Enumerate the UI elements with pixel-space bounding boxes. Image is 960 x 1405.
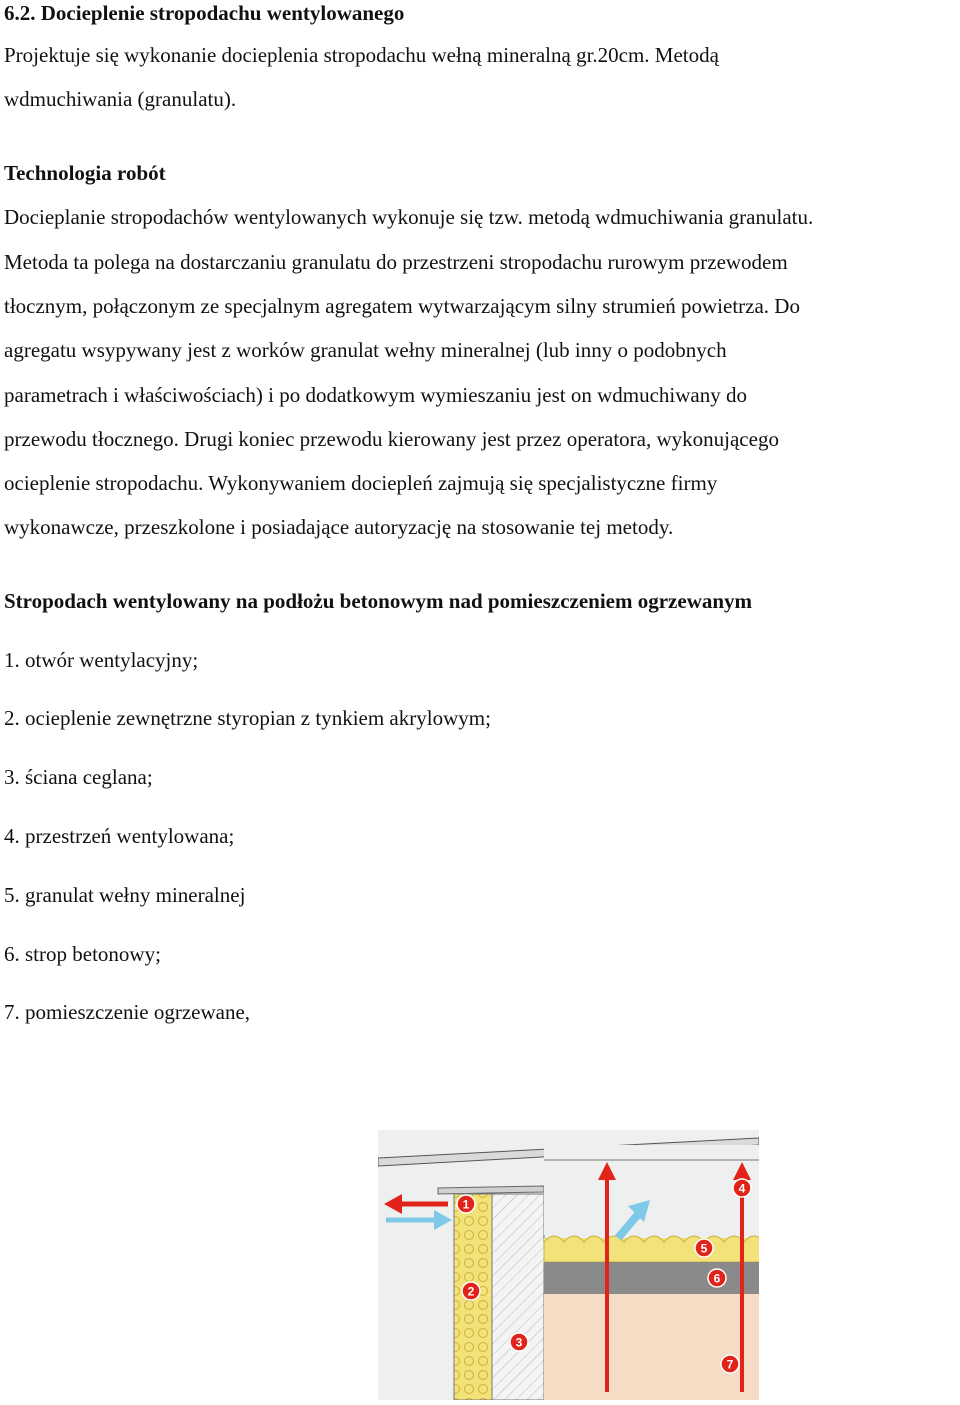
marker-label: 5 (700, 1241, 708, 1256)
marker-6 (708, 1269, 726, 1287)
intro-line: Projektuje się wykonanie docieplenia stropodachu wełną mineralną gr.20cm. Metodą (4, 43, 719, 67)
marker-4 (733, 1179, 751, 1197)
paragraph-line: wykonawcze, przeszkolone i posiadające autoryzację na stosowanie tej metody. (4, 515, 674, 539)
marker-7 (721, 1355, 739, 1373)
marker-label: 7 (726, 1357, 734, 1372)
brick-wall-hatch (492, 1194, 544, 1400)
paragraph-line: Docieplanie stropodachów wentylowanych wykonuje się tzw. metodą wdmuchiwania granulatu. (4, 205, 814, 229)
list-item: 5. granulat wełny mineralnej (4, 883, 246, 907)
granulate-top (544, 1236, 759, 1262)
list-item: 3. ściana ceglana; (4, 765, 153, 789)
paragraph-line: parametrach i właściwościach) i po dodatkowym wymieszaniu jest on wdmuchiwany do (4, 383, 747, 407)
paragraph-line: ocieplenie stropodachu. Wykonywaniem dociepleń zajmują się specjalistyczne firmy (4, 471, 718, 495)
marker-2 (462, 1282, 480, 1300)
marker-label: 6 (713, 1271, 721, 1286)
intro-line: wdmuchiwania (granulatu). (4, 87, 237, 111)
heated-room (544, 1294, 759, 1400)
ventilated-space (544, 1145, 759, 1235)
list-item: 7. pomieszczenie ogrzewane, (4, 1000, 251, 1024)
marker-3 (510, 1333, 528, 1351)
marker-1 (457, 1195, 475, 1213)
roof-cross-section-diagram (378, 1130, 759, 1400)
marker-label: 4 (738, 1181, 746, 1196)
marker-5 (695, 1239, 713, 1257)
list-item: 4. przestrzeń wentylowana; (4, 824, 235, 848)
paragraph-line: agregatu wsypywany jest z worków granulat wełny mineralnej (lub inny o podobnych (4, 338, 727, 362)
marker-label: 3 (515, 1335, 523, 1350)
marker-label: 2 (467, 1284, 475, 1299)
paragraph-line: Metoda ta polega na dostarczaniu granulatu do przestrzeni stropodachu rurowym przewodem (4, 250, 788, 274)
list-item: 6. strop betonowy; (4, 942, 161, 966)
paragraph-line: przewodu tłocznego. Drugi koniec przewodu kierowany jest przez operatora, wykonującego (4, 427, 779, 451)
paragraph-line: tłocznym, połączonym ze specjalnym agregatem wytwarzającym silny strumień powietrza. Do (4, 294, 800, 318)
section-title: 6.2. Docieplenie stropodachu wentylowanego (4, 1, 405, 25)
roof-section-heading: Stropodach wentylowany na podłożu betonowym nad pomieszczeniem ogrzewanym (4, 589, 753, 613)
diagram-svg (378, 1130, 759, 1400)
marker-label: 1 (462, 1197, 470, 1212)
list-item: 2. ocieplenie zewnętrzne styropian z tynkiem akrylowym; (4, 706, 491, 730)
list-item: 1. otwór wentylacyjny; (4, 648, 199, 672)
technology-heading: Technologia robót (4, 161, 166, 185)
eave-element (438, 1186, 544, 1194)
